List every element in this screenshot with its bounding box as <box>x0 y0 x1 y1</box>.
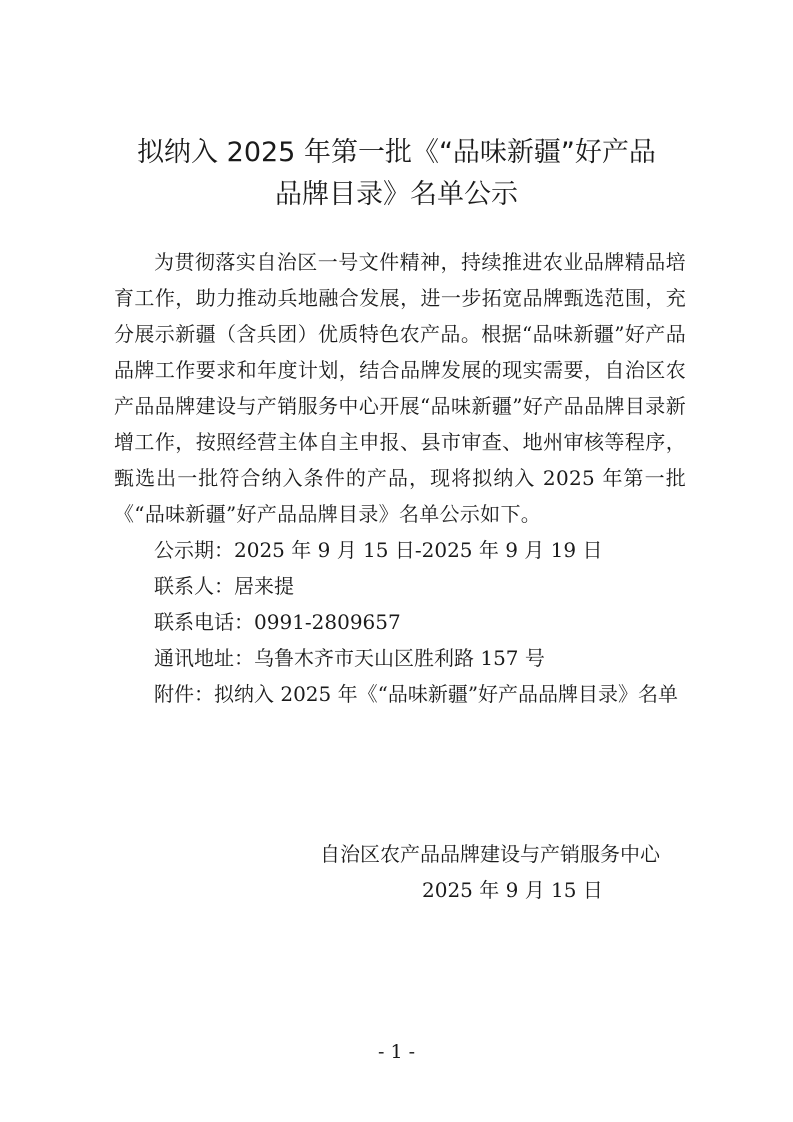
title-line-1: 拟纳入 2025 年第一批《“品味新疆”好产品 <box>137 137 656 168</box>
attachment-line: 附件：拟纳入 2025 年《“品味新疆”好产品品牌目录》名单 <box>154 682 679 706</box>
title-line-2: 品牌目录》名单公示 <box>275 179 518 210</box>
document-title <box>60 132 733 216</box>
contact-phone: 联系电话：0991-2809657 <box>154 610 401 634</box>
signature-organization: 自治区农产品品牌建设与产销服务中心 <box>320 842 660 866</box>
contact-person: 联系人：居来提 <box>154 574 294 598</box>
signature-date: 2025 年 9 月 15 日 <box>422 878 603 902</box>
signature-block <box>320 836 700 908</box>
main-paragraph: 为贯彻落实自治区一号文件精神，持续推进农业品牌精品培育工作，助力推动兵地融合发展，进一步拓宽品牌甄选范围，充分展示新疆（含兵团）优质特色农产品。根据“品味新疆”好产品品牌工作要求和年度计划，结合品牌发展的现实需要，自治区农产品品牌建设与产销服务中心开展“品味新疆”好产品品牌目录新增工作，按照经营主体自主申报、县市审查、地州审核等程序，甄选出一批符合纳入条件的产品，现将拟纳入 2025 年第一批《“品味新疆”好产品品牌目录》名单公示如下。 <box>114 250 686 526</box>
publicity-period: 公示期：2025 年 9 月 15 日-2025 年 9 月 19 日 <box>154 538 603 562</box>
document-body <box>114 244 686 712</box>
mailing-address: 通讯地址：乌鲁木齐市天山区胜利路 157 号 <box>154 646 545 670</box>
page-number: - 1 - <box>377 1041 415 1063</box>
